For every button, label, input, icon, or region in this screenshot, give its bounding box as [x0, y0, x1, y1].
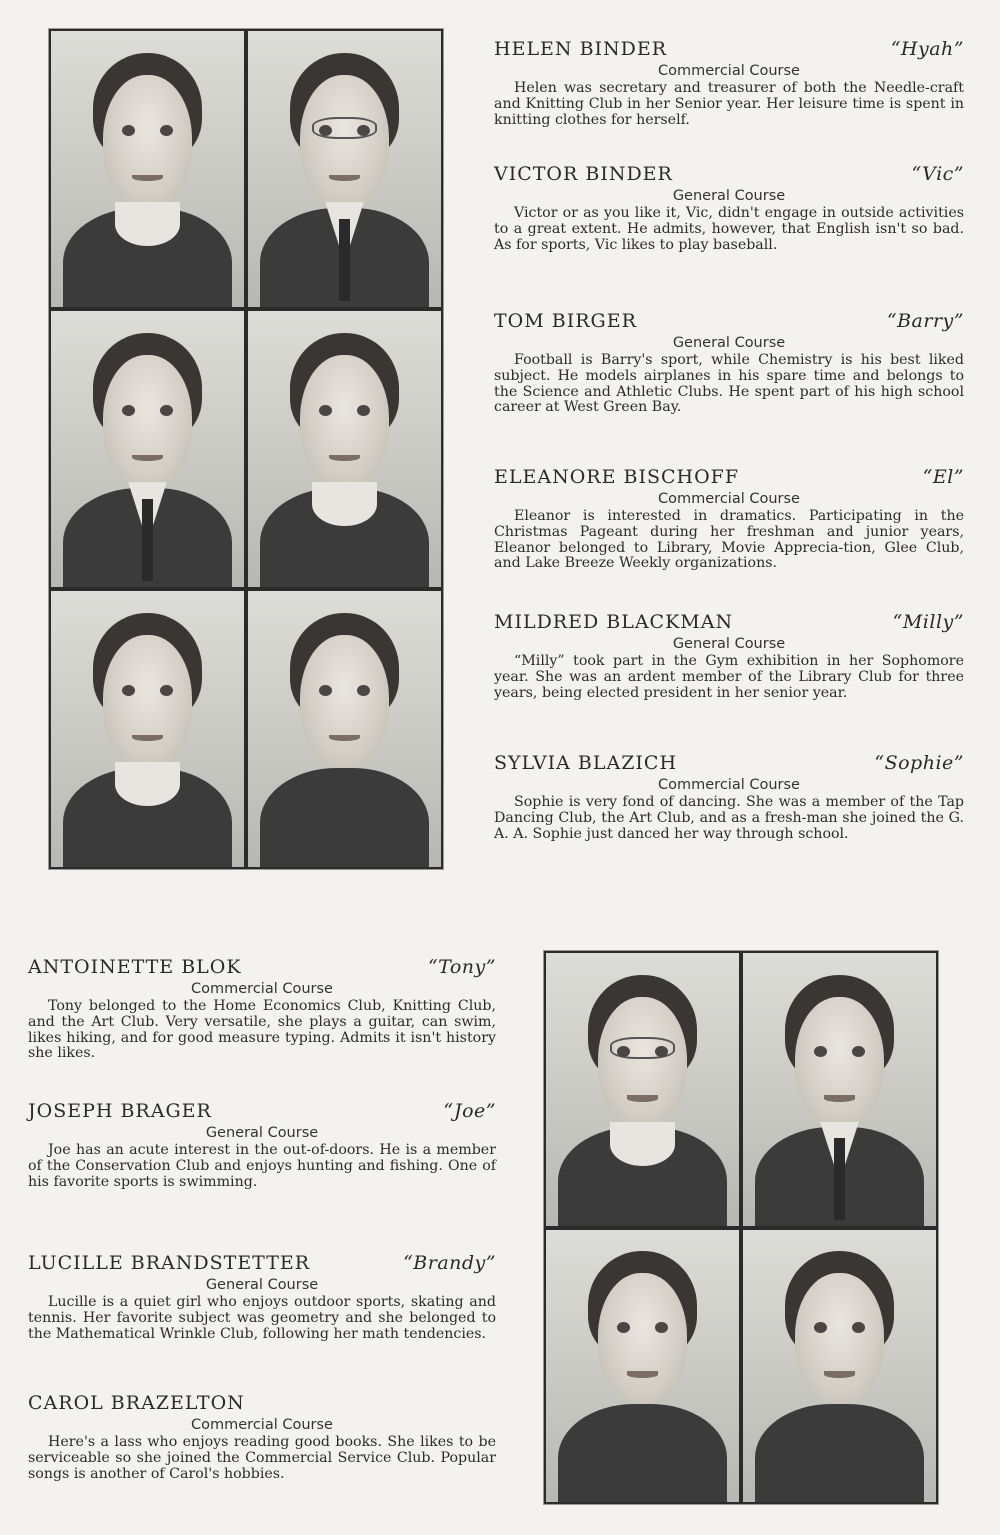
student-name: JOSEPH BRAGER [28, 1100, 212, 1122]
portrait-photo [248, 591, 441, 867]
portrait-photo [51, 311, 244, 587]
student-entry [494, 752, 964, 842]
student-nickname: “Hyah” [890, 38, 964, 60]
portrait-photo [248, 31, 441, 307]
student-bio: Tony belonged to the Home Economics Club, Knitting Club, and the Art Club. Very versatile, she plays a guitar, can swim, likes hiking, and for good measure typing. Admits it isn't history she likes. [28, 998, 496, 1062]
student-entry [494, 611, 964, 701]
student-name: TOM BIRGER [494, 310, 637, 332]
student-entry [28, 1252, 496, 1342]
student-entry [494, 38, 964, 128]
student-nickname: “Brandy” [403, 1252, 496, 1274]
student-nickname: “Vic” [911, 163, 964, 185]
student-entry [28, 956, 496, 1062]
student-name: VICTOR BINDER [494, 163, 673, 185]
student-bio: Victor or as you like it, Vic, didn't engage in outside activities to a great extent. He admits, however, that English isn't so bad. As for sports, Vic likes to play baseball. [494, 205, 964, 253]
student-bio: Joe has an acute interest in the out-of-doors. He is a member of the Conservation Club and enjoys hunting and fishing. One of his favorite sports is swimming. [28, 1142, 496, 1190]
student-course: General Course [672, 188, 786, 204]
student-nickname: “Milly” [892, 611, 964, 633]
portrait-photo [743, 953, 936, 1226]
student-nickname: “Tony” [427, 956, 496, 978]
student-bio: Lucille is a quiet girl who enjoys outdoor sports, skating and tennis. Her favorite subject was geometry and she belonged to the Mathematical Wrinkle Club, following her math tendencies. [28, 1294, 496, 1342]
student-name: CAROL BRAZELTON [28, 1392, 245, 1414]
portrait-photo [51, 591, 244, 867]
student-course: Commercial Course [658, 63, 800, 79]
portrait-photo [546, 1230, 739, 1503]
student-entry [494, 466, 964, 572]
student-course: Commercial Course [658, 777, 800, 793]
student-entry [28, 1100, 496, 1190]
student-bio: Football is Barry's sport, while Chemistry is his best liked subject. He models airplanes in his spare time and belongs to the Science and Athletic Clubs. He spent part of his high school career at West Green Bay. [494, 352, 964, 416]
student-nickname: “Joe” [443, 1100, 496, 1122]
student-entry [494, 163, 964, 253]
student-course: General Course [205, 1277, 319, 1293]
student-name: HELEN BINDER [494, 38, 668, 60]
student-course: Commercial Course [191, 1417, 333, 1433]
student-course: General Course [672, 636, 786, 652]
student-name: LUCILLE BRANDSTETTER [28, 1252, 311, 1274]
student-course: General Course [672, 335, 786, 351]
student-course: Commercial Course [191, 981, 333, 997]
student-bio: Here's a lass who enjoys reading good books. She likes to be serviceable so she joined the Commercial Service Club. Popular songs is another of Carol's hobbies. [28, 1434, 496, 1482]
student-course: Commercial Course [658, 491, 800, 507]
portrait-photo [546, 953, 739, 1226]
student-name: SYLVIA BLAZICH [494, 752, 678, 774]
portrait-photo [743, 1230, 936, 1503]
student-entry [494, 310, 964, 416]
student-bio: Helen was secretary and treasurer of both the Needle-craft and Knitting Club in her Senior year. Her leisure time is spent in knitting clothes for herself. [494, 80, 964, 128]
student-nickname: “El” [922, 466, 964, 488]
portrait-grid-top [48, 28, 444, 870]
student-name: ANTOINETTE BLOK [28, 956, 242, 978]
student-nickname: “Sophie” [874, 752, 964, 774]
student-name: MILDRED BLACKMAN [494, 611, 734, 633]
student-name: ELEANORE BISCHOFF [494, 466, 740, 488]
student-bio: Eleanor is interested in dramatics. Participating in the Christmas Pageant during her freshman and junior years, Eleanor belonged to Library, Movie Apprecia-tion, Glee Club, and Lake Breeze Weekly organizations. [494, 508, 964, 572]
student-nickname: “Barry” [886, 310, 964, 332]
portrait-photo [248, 311, 441, 587]
student-entry [28, 1392, 496, 1482]
student-course: General Course [205, 1125, 319, 1141]
portrait-grid-bottom [543, 950, 939, 1505]
student-bio: “Milly” took part in the Gym exhibition in her Sophomore year. She was an ardent member of the Library Club for three years, being elected president in her senior year. [494, 653, 964, 701]
portrait-photo [51, 31, 244, 307]
student-bio: Sophie is very fond of dancing. She was a member of the Tap Dancing Club, the Art Club, and as a fresh-man she joined the G. A. A. Sophie just danced her way through school. [494, 794, 964, 842]
